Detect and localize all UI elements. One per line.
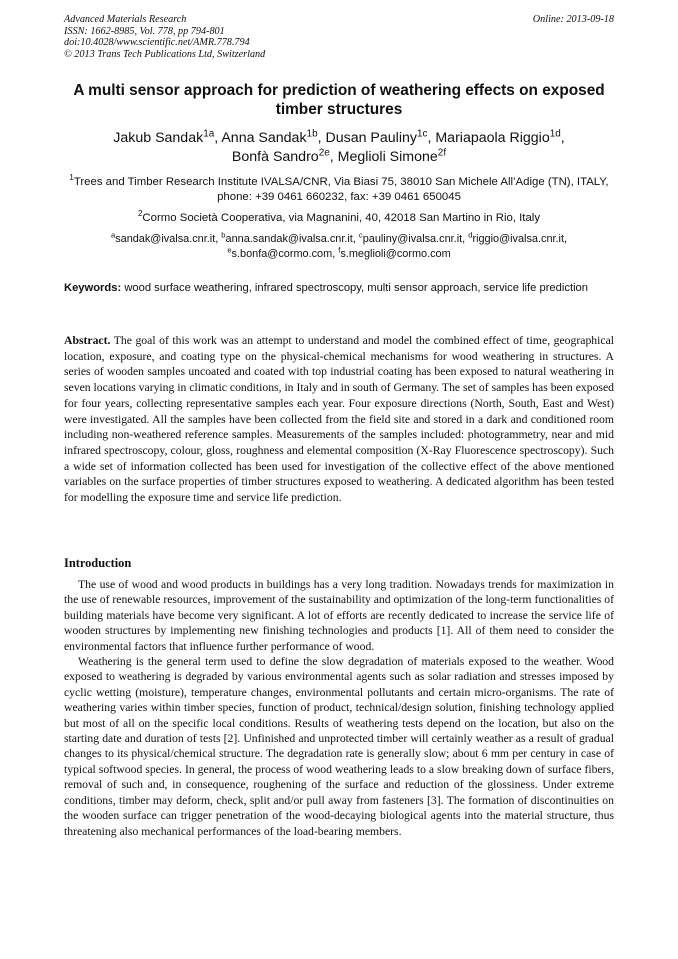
author: Jakub Sandak$^{1a}$, <box>113 128 222 146</box>
author: Meglioli Simone$^{2f}$ <box>337 147 447 165</box>
keywords-text: wood surface weathering, infrared spectroscopy, multi sensor approach, service life prediction <box>124 282 588 294</box>
email-address[interactable]: $^c$pauliny@ivalsa.cnr.it <box>358 230 463 245</box>
affiliation-1: $^1$Trees and Timber Research Institute IVALSA/CNR, Via Biasi 75, 38010 San Michele All’Adige (TN), ITALY, phone: +39 0461 660232, fax: +39 0461 650045 <box>69 173 609 203</box>
abstract-label: Abstract. <box>64 334 111 347</box>
keywords-block <box>64 281 614 296</box>
keywords-label: Keywords: <box>64 282 122 294</box>
copyright-line: © 2013 Trans Tech Publications Ltd, Switzerland <box>64 48 266 60</box>
issn-line: ISSN: 1662-8985, Vol. 778, pp 794-801 <box>64 25 225 37</box>
paragraph: The use of wood and wood products in buildings has a very long tradition. Nowadays trends for maximization in the use of renewable resources, improvement of the sustainability and optimization of the long-term functionalities of building materials have become very significant. A lot of efforts are recently dedicated to increase the service life of wooden structures by implementing new finishing technologies and products [1]. All of them need to consider the environmental factors that influence further performance of wood. <box>64 578 614 653</box>
email-address[interactable]: $^b$anna.sandak@ivalsa.cnr.it <box>221 230 353 245</box>
author-list <box>64 129 614 167</box>
author: Mariapaola Riggio$^{1d}$, <box>435 128 565 146</box>
journal-name: Advanced Materials Research <box>64 14 187 25</box>
paper-title: A multi sensor approach for prediction of weathering effects on exposed timber structures <box>73 82 605 118</box>
email-address[interactable]: $^a$sandak@ivalsa.cnr.it <box>110 230 216 245</box>
paragraph: Weathering is the general term used to define the slow degradation of materials exposed to the weather. Wood exposed to weathering is degraded by various environmental agents such as solar radiation and stresses imposed by cyclic wetting (moisture), temperature changes, environmental pollutants and certain micro-organisms. The rate of weathering varies within timber species, function of product, technical/design solution, finishing technology applied but most of all on the specific local conditions. Results of weathering tests depend on the location, but also on the starting date and duration of tests [2]. Unfinished and unprotected timber will certainly weather as a result of gradual changes to its physical/chemical structure. The degradation rate is generally slow; about 6 mm per century in case of typical softwood species. In general, the process of wood weathering leads to a slow breaking down of surface fibers, removal of such and, in consequence, roughening of the surface and reduction of the glossiness. Under extreme conditions, timber may deform, check, split and/or pull away from fasteners [3]. The formation of discontinuities on the wooden surface can trigger penetration of the wood-decaying biological agents into the material structure, thus threatening also mechanical performances of the load-bearing members. <box>64 655 614 838</box>
journal-header <box>64 14 614 60</box>
author: Bonfà Sandro$^{2e}$, <box>231 147 338 165</box>
abstract-block <box>64 333 614 506</box>
email-address[interactable]: $^f$s.meglioli@cormo.com <box>338 244 451 260</box>
email-address[interactable]: $^e$s.bonfa@cormo.com <box>227 244 333 260</box>
section-heading-introduction: Introduction <box>64 556 132 570</box>
affiliation-2: $^2$Cormo Società Cooperativa, via Magnanini, 40, 42018 San Martino in Rio, Italy <box>137 209 541 224</box>
email-list: $^a$sandak@ivalsa.cnr.it, $^b$anna.sandak@ivalsa.cnr.it, $^c$pauliny@ivalsa.cnr.it, $^d$riggio@ivalsa.cnr.it, $^e$s.bonfa@cormo.com, $^f$s.meglioli@cormo.com <box>110 230 568 260</box>
abstract-text: The goal of this work was an attempt to understand and model the combined effect of time, geographical location, exposure, and coating type on the physical-chemical mechanisms for wood weathering in structures. A series of wooden samples uncoated and coated with top industrial coating has been exposed to natural weathering in seven locations varying in climatic conditions, in Italy and in south of Germany. The set of samples has been exposed for four years, collecting representative samples each year. Four exposure directions (North, South, East and West) were investigated. All the samples have been collected from the field site and stored in a dark and conditioned room including non-weathered reference samples. Measurements of the samples included: photogrammetry, near and mid infrared spectroscopy, colour, gloss, roughness and elemental composition (X-Ray Fluorescence spectroscopy). Such a wide set of information collected has been used for investigation of the collective effect of the above mentioned variables on the surface properties of timber structures exposed to weathering. A dedicated algorithm has been tested for modelling the exposure time and service life prediction. <box>64 334 614 505</box>
author: Anna Sandak$^{1b}$, <box>221 128 326 146</box>
email-address[interactable]: $^d$riggio@ivalsa.cnr.it <box>468 230 564 245</box>
doi-line: doi:10.4028/www.scientific.net/AMR.778.794 <box>64 37 250 49</box>
online-date: Online: 2013-09-18 <box>532 14 614 25</box>
introduction-body <box>64 577 614 839</box>
author: Dusan Pauliny$^{1c}$, <box>325 128 436 146</box>
